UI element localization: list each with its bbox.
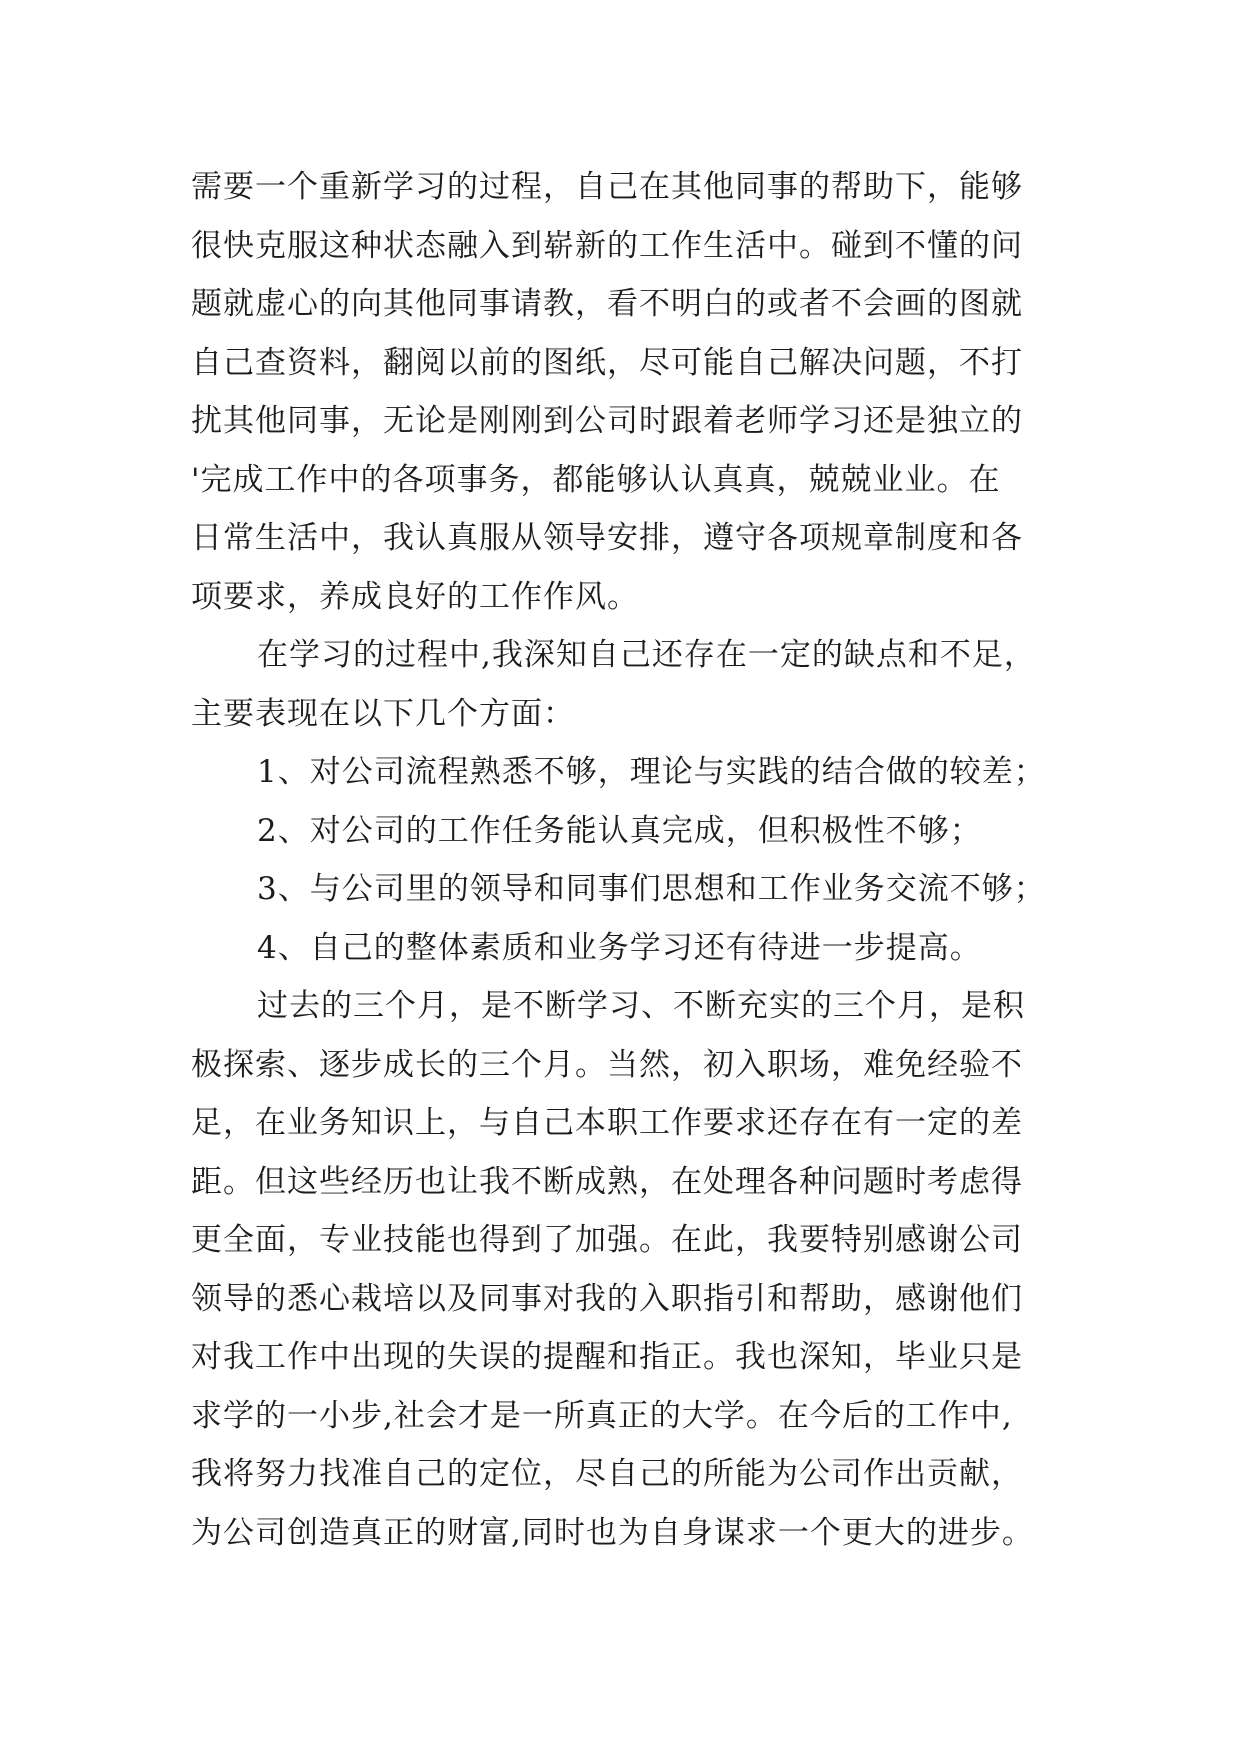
- text-line: '完成工作中的各项事务，都能够认认真真，兢兢业业。在: [191, 461, 1001, 498]
- text-line: 4、自己的整体素质和业务学习还有待进一步提高。: [257, 929, 982, 966]
- text-line: 需要一个重新学习的过程，自己在其他同事的帮助下，能够: [191, 169, 1023, 205]
- body-text: [191, 158, 1071, 1562]
- text-line: 2、对公司的工作任务能认真完成，但积极性不够；: [257, 812, 982, 849]
- text-line: 自己查资料，翻阅以前的图纸，尽可能自己解决问题，不打: [191, 344, 1023, 381]
- text-line: 极探索、逐步成长的三个月。当然，初入职场，难免经验不: [191, 1046, 1023, 1083]
- text-line: 求学的一小步,社会才是一所真正的大学。在今后的工作中,: [191, 1397, 1013, 1434]
- text-line: 我将努力找准自己的定位，尽自己的所能为公司作出贡献，: [191, 1456, 1023, 1492]
- text-line: 在学习的过程中,我深知自己还存在一定的缺点和不足，: [257, 637, 1036, 673]
- text-line: 日常生活中，我认真服从领导安排，遵守各项规章制度和各: [191, 520, 1023, 556]
- text-line: 足，在业务知识上，与自己本职工作要求还存在有一定的差: [191, 1105, 1023, 1141]
- text-line: 主要表现在以下几个方面：: [191, 695, 575, 732]
- text-line: 对我工作中出现的失误的提醒和指正。我也深知，毕业只是: [191, 1339, 1023, 1375]
- text-line: 过去的三个月，是不断学习、不断充实的三个月，是积: [257, 988, 1025, 1024]
- text-line: 扰其他同事，无论是刚刚到公司时跟着老师学习还是独立的: [191, 403, 1023, 439]
- text-line: 为公司创造真正的财富,同时也为自身谋求一个更大的进步。: [191, 1514, 1034, 1551]
- text-line: 更全面，专业技能也得到了加强。在此，我要特别感谢公司: [191, 1222, 1023, 1258]
- text-line: 很快克服这种状态融入到崭新的工作生活中。碰到不懂的问: [191, 227, 1023, 264]
- text-line: 3、与公司里的领导和同事们思想和工作业务交流不够；: [257, 871, 1046, 907]
- text-line: 领导的悉心栽培以及同事对我的入职指引和帮助，感谢他们: [191, 1280, 1023, 1317]
- text-line: 距。但这些经历也让我不断成熟，在处理各种问题时考虑得: [191, 1163, 1023, 1200]
- text-line: 项要求，养成良好的工作作风。: [191, 578, 639, 615]
- text-line: 题就虚心的向其他同事请教，看不明白的或者不会画的图就: [191, 286, 1023, 322]
- text-line: 1、对公司流程熟悉不够，理论与实践的结合做的较差；: [257, 754, 1046, 790]
